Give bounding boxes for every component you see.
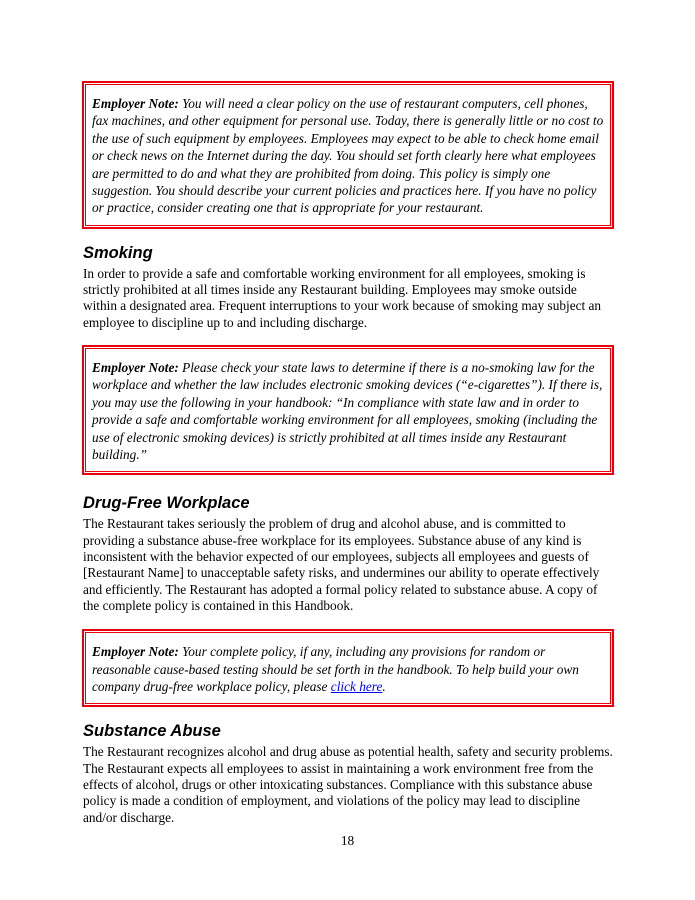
note-text: You will need a clear policy on the use of restaurant computers, cell phones, fax machines, and other equipment for personal use. Today, there is generally little or no cost to the use of such equipment by employees. Employees may expect to be able to check home email or check news on the Internet during the day. You should set forth clearly here what employees are permitted to do and what they are prohibited from doing. This policy is simply one suggestion. You should describe your current policies and practices here. If you have no policy or practice, consider creating one that is appropriate for your restaurant. [92,96,604,216]
click-here-link[interactable]: click here [330,679,383,695]
note-text-end: . [382,679,386,695]
page-number: 18 [340,833,355,848]
note-label: Employer Note: [92,96,179,111]
employer-note-equipment [83,82,613,228]
paragraph-smoking: In order to provide a safe and comfortable working environment for all employees, smoking is strictly prohibited at all times inside any Restaurant building. Employees may smoke outside within a designated area. Frequent interruptions to your work because of smoking may subject an employee to discipline up to and including discharge. [83,265,602,330]
heading-smoking: Smoking [83,243,153,262]
note-label: Employer Note: [92,360,179,376]
note-text: Please check your state laws to determine if there is a no-smoking law for the workplace and whether the law includes electronic smoking devices (“e-cigarettes”). If there is, you may use the following in your handbook: “In compliance with state law and in order to provide a safe and comfortable working environment for all employees, smoking (including the use of electronic smoking devices) is strictly prohibited at all times inside any Restaurant building.” [92,360,603,463]
note-text: Your complete policy, if any, including any provisions for random or reasonable cause-based testing should be set forth in the handbook. To help build your own company drug-free workplace policy, please [92,644,579,695]
paragraph-drug-free-workplace: The Restaurant takes seriously the problem of drug and alcohol abuse, and is committed to providing a substance abuse-free workplace for its employees. Substance abuse of any kind is inconsistent with the behavior expected of our employees, subjects all employees and guests of [Restaurant Name] to unacceptable safety risks, and undermines our ability to operate effectively and efficiently. The Restaurant has adopted a formal policy related to substance abuse. A copy of the complete policy is contained in this Handbook. [83,516,600,613]
note-label: Employer Note: [92,644,179,660]
paragraph-substance-abuse: The Restaurant recognizes alcohol and drug abuse as potential health, safety and security problems. The Restaurant expects all employees to assist in maintaining a work environment free from the effects of alcohol, drugs or other intoxicating substances. Compliance with this substance abuse policy is made a condition of employment, and violations of the policy may lead to discipline and/or discharge. [83,744,613,825]
employer-note-drug-free [83,630,613,706]
employer-note-smoking [83,346,613,474]
page-content [83,82,613,826]
heading-drug-free-workplace: Drug-Free Workplace [83,494,250,513]
heading-substance-abuse: Substance Abuse [83,722,221,741]
